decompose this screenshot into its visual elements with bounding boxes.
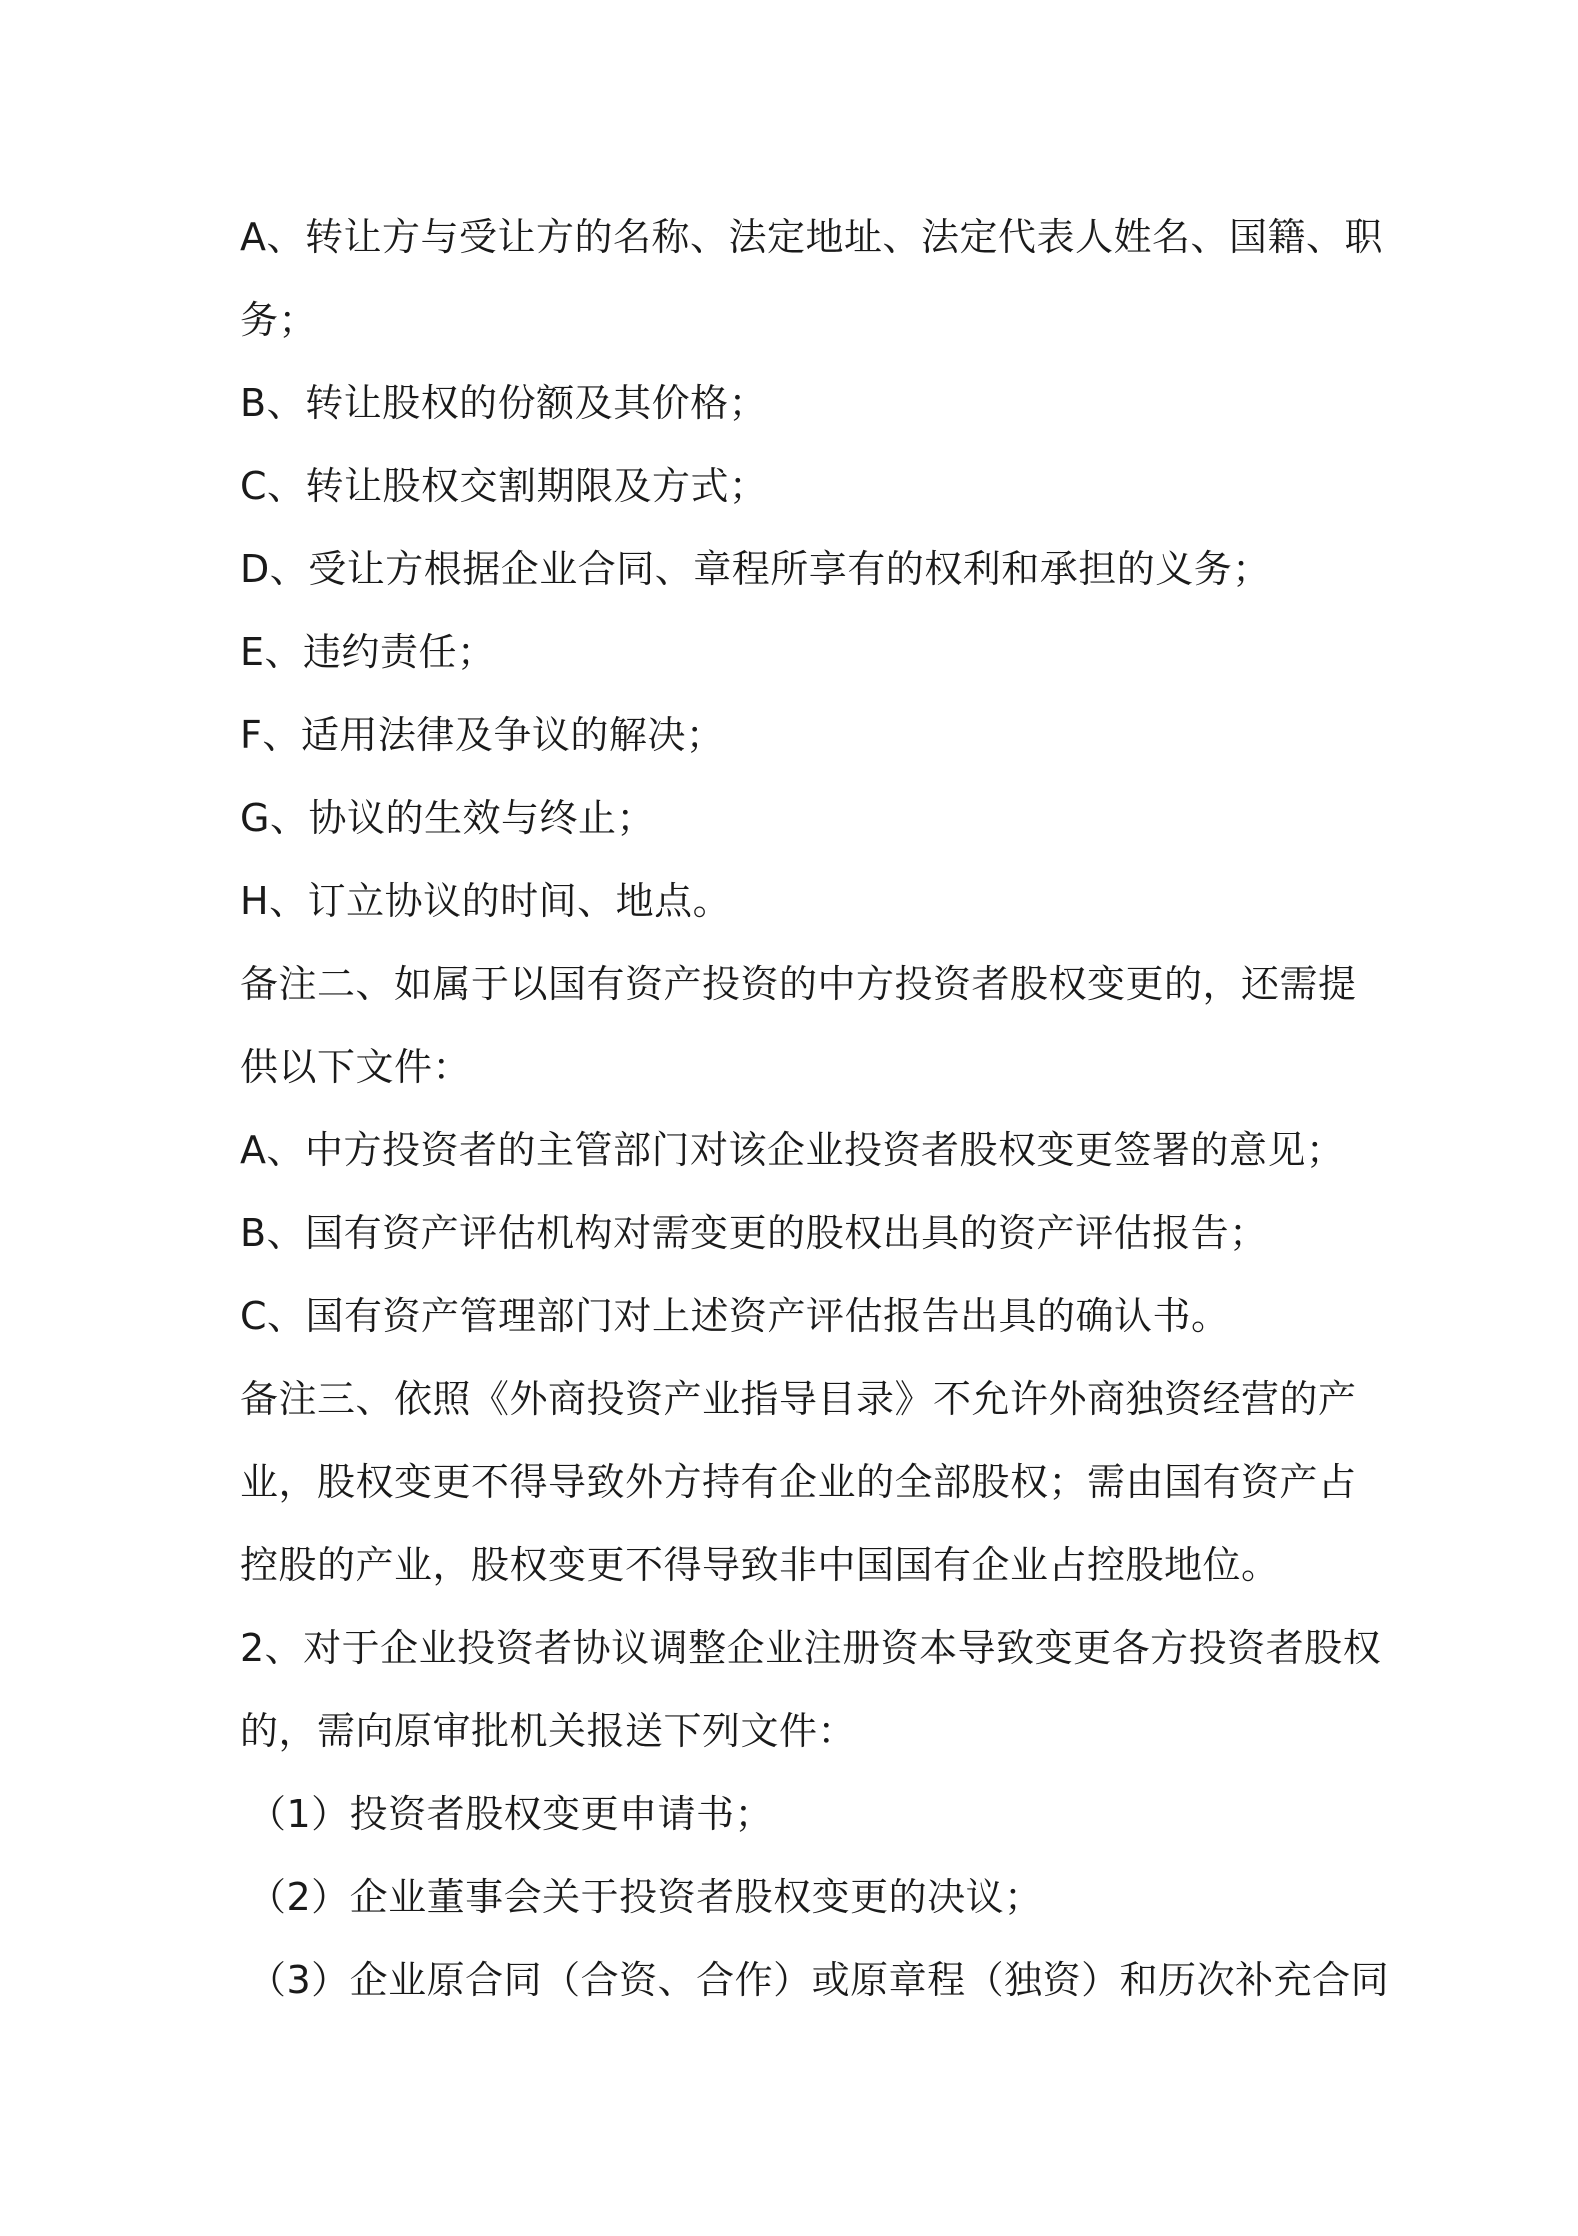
- note-two-line-2: 供以下文件：: [240, 1045, 472, 1089]
- clause-h: H、订立协议的时间、地点。: [240, 879, 732, 923]
- section-two-line-1: 2、对于企业投资者协议调整企业注册资本导致变更各方投资者股权: [240, 1626, 1382, 1670]
- section-two-line-2: 的，需向原审批机关报送下列文件：: [240, 1709, 857, 1753]
- document-item-3: （3）企业原合同（合资、合作）或原章程（独资）和历次补充合同: [248, 1958, 1390, 2002]
- document-item-1: （1）投资者股权变更申请书；: [248, 1792, 774, 1836]
- note-three-line-2: 业，股权变更不得导致外方持有企业的全部股权；需由国有资产占: [240, 1460, 1357, 1504]
- clause-e: E、违约责任；: [240, 630, 496, 674]
- note-three-line-1: 备注三、依照《外商投资产业指导目录》不允许外商独资经营的产: [240, 1377, 1357, 1421]
- document-body: [240, 196, 1390, 2022]
- clause-d: D、受让方根据企业合同、章程所享有的权利和承担的义务；: [240, 547, 1271, 591]
- document-item-2: （2）企业董事会关于投资者股权变更的决议；: [248, 1875, 1043, 1919]
- note-two-item-c: C、国有资产管理部门对上述资产评估报告出具的确认书。: [240, 1294, 1230, 1338]
- note-two-line-1: 备注二、如属于以国有资产投资的中方投资者股权变更的，还需提: [240, 962, 1357, 1006]
- note-two-item-b: B、国有资产评估机构对需变更的股权出具的资产评估报告；: [240, 1211, 1268, 1255]
- clause-f: F、适用法律及争议的解决；: [240, 713, 725, 757]
- clause-g: G、协议的生效与终止；: [240, 796, 655, 840]
- clause-a-line-1: A、转让方与受让方的名称、法定地址、法定代表人姓名、国籍、职: [240, 215, 1383, 259]
- clause-a-line-2: 务；: [240, 298, 318, 342]
- clause-b: B、转让股权的份额及其价格；: [240, 381, 768, 425]
- clause-c: C、转让股权交割期限及方式；: [240, 464, 768, 508]
- note-three-line-3: 控股的产业，股权变更不得导致非中国国有企业占控股地位。: [240, 1543, 1280, 1587]
- note-two-item-a: A、中方投资者的主管部门对该企业投资者股权变更签署的意见；: [240, 1128, 1345, 1172]
